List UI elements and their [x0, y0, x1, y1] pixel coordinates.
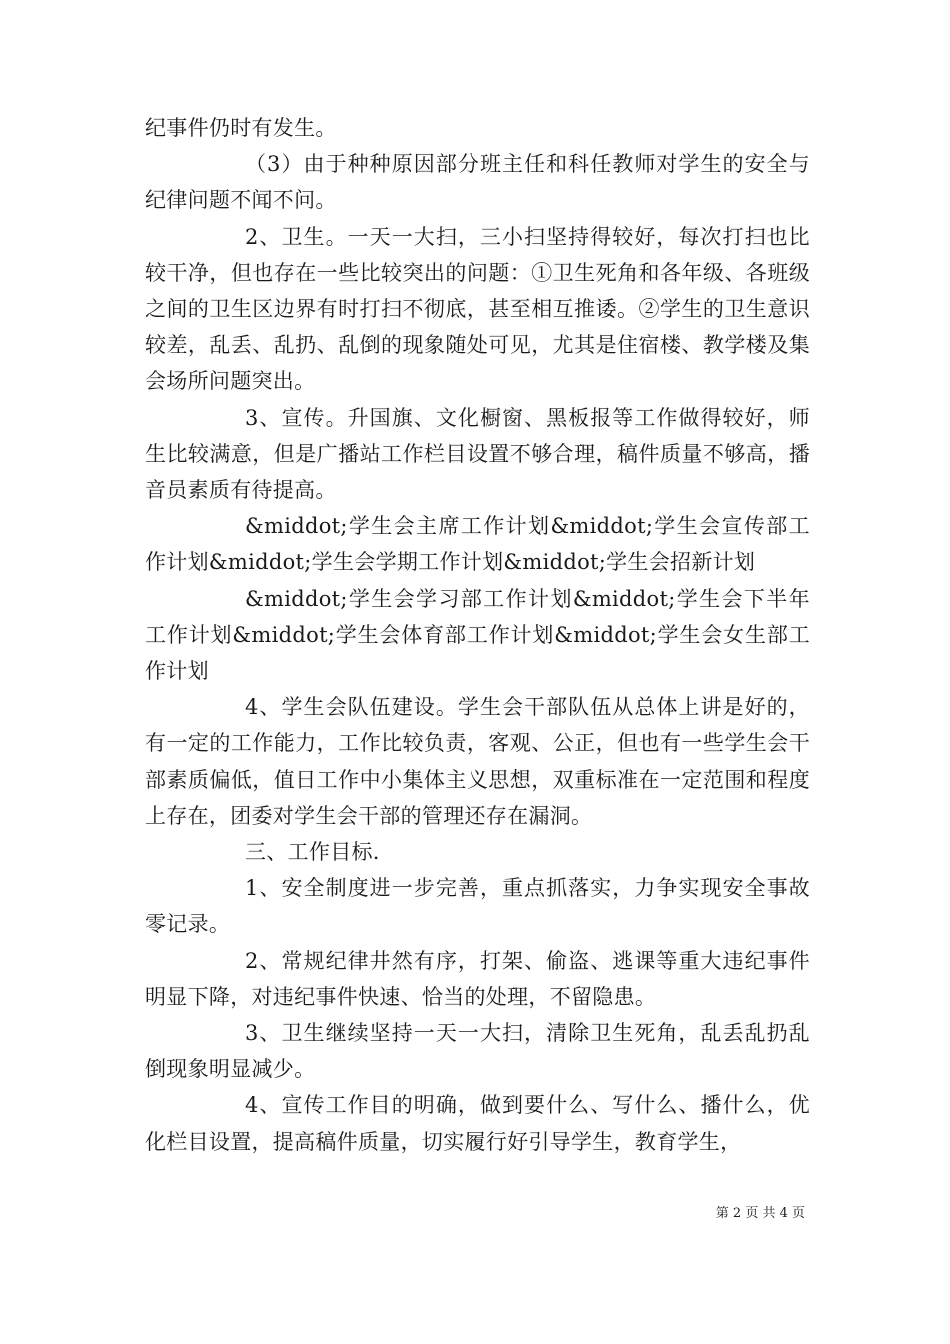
paragraph-10: 2、常规纪律井然有序，打架、偷盗、逃课等重大违纪事件明显下降，对违纪事件快速、恰当的处理，不留隐患。 — [145, 948, 810, 1009]
paragraph-7: 4、学生会队伍建设。学生会干部队伍从总体上讲是好的，有一定的工作能力，工作比较负责，客观、公正，但也有一些学生会干部素质偏低，值日工作中小集体主义思想，双重标准在一定范围和程度上存在，团委对学生会干部的管理还存在漏洞。 — [145, 695, 810, 828]
paragraph-8: 三、工作目标. — [245, 840, 380, 865]
page-number-footer: 第 2 页 共 4 页 — [715, 1206, 805, 1221]
paragraph-12: 4、宣传工作目的明确，做到要什么、写什么、播什么，优化栏目设置，提高稿件质量，切实履行好引导学生，教育学生， — [145, 1093, 810, 1154]
paragraph-6: &middot;学生会学习部工作计划&middot;学生会下半年工作计划&middot;学生会体育部工作计划&middot;学生会女生部工作计划 — [145, 586, 810, 684]
paragraph-3: 2、卫生。一天一大扫，三小扫坚持得较好，每次打扫也比较干净，但也存在一些比较突出的问题：①卫生死角和各年级、各班级之间的卫生区边界有时打扫不彻底，甚至相互推诿。②学生的卫生意识较差，乱丢、乱扔、乱倒的现象随处可见，尤其是住宿楼、教学楼及集会场所问题突出。 — [145, 224, 810, 394]
paragraph-5: &middot;学生会主席工作计划&middot;学生会宣传部工作计划&middot;学生会学期工作计划&middot;学生会招新计划 — [145, 514, 810, 575]
paragraph-4: 3、宣传。升国旗、文化橱窗、黑板报等工作做得较好，师生比较满意，但是广播站工作栏目设置不够合理，稿件质量不够高，播音员素质有待提高。 — [145, 405, 810, 503]
paragraph-9: 1、安全制度进一步完善，重点抓落实，力争实现安全事故零记录。 — [145, 876, 810, 937]
paragraph-11: 3、卫生继续坚持一天一大扫，清除卫生死角，乱丢乱扔乱倒现象明显减少。 — [145, 1021, 810, 1082]
document-body — [145, 110, 810, 1160]
paragraph-1: 纪事件仍时有发生。 — [145, 116, 337, 140]
paragraph-2: （3）由于种种原因部分班主任和科任教师对学生的安全与纪律问题不闻不问。 — [145, 152, 810, 213]
